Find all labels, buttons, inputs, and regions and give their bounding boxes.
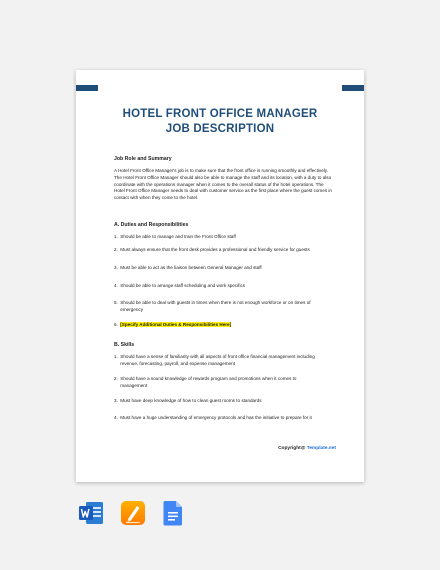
list-item xyxy=(114,265,332,272)
google-docs-icon[interactable] xyxy=(160,500,184,526)
word-icon[interactable] xyxy=(78,500,102,526)
list-number: 1. xyxy=(114,354,118,359)
list-text: Must always ensure that the front desk provides a professional and friendly service for guests xyxy=(120,247,310,252)
placeholder-highlight: [Specify Additional Duties & Responsibilities Here] xyxy=(120,322,232,327)
list-text: Must be able to act as the liaison between General Manager and staff xyxy=(120,265,262,270)
list-text: Should have a sound knowledge of rewards program and promotions when it comes to management xyxy=(120,376,297,388)
list-item xyxy=(114,247,332,254)
list-number: 5. xyxy=(114,300,118,305)
list-text: Should be able to manage and train the Front Office staff xyxy=(120,234,236,239)
list-text: Should be able to deal with guests in times when there is not enough workforce or on times of emergency xyxy=(120,300,311,312)
document-title-line1: HOTEL FRONT OFFICE MANAGER xyxy=(122,108,318,120)
list-number: 1. xyxy=(114,234,118,239)
skills-heading: B. Skills xyxy=(114,342,135,348)
list-text: Should have a sense of familiarity with all aspects of front office financial management including revenue, forecasting, payroll, and expense management xyxy=(120,354,315,366)
list-number: 3. xyxy=(114,265,118,270)
document-title-line2: JOB DESCRIPTION xyxy=(165,123,275,135)
list-item xyxy=(114,234,332,241)
pages-icon[interactable] xyxy=(120,500,144,526)
list-number: 2. xyxy=(114,376,118,381)
header-accent-bar-right xyxy=(342,85,364,91)
duties-list xyxy=(114,234,332,334)
list-text: Must have deep knowledge of how to clean guest rooms to standards xyxy=(120,398,262,403)
list-item xyxy=(114,415,332,422)
list-number: 6. xyxy=(114,322,118,327)
list-text: Should be able to arrange staff scheduling and work specifics xyxy=(120,283,246,288)
list-item xyxy=(114,376,332,390)
list-item xyxy=(114,398,332,405)
list-number: 2. xyxy=(114,247,118,252)
document-page xyxy=(76,70,364,482)
skills-list xyxy=(114,354,332,434)
list-number: 4. xyxy=(114,415,118,420)
copyright-line xyxy=(278,446,336,451)
list-item xyxy=(114,322,332,329)
list-item xyxy=(114,283,332,290)
role-heading: Job Role and Summary xyxy=(114,156,172,162)
list-text: Must have a huge understanding of emergency protocols and has the initiative to prepare for it xyxy=(120,415,312,420)
copyright-prefix: Copyright@ xyxy=(278,446,307,451)
summary-paragraph: A Hotel Front Office Manager's job is to make sure that the front office is running smoothly and effectively. The Hotel Front Office Manager should also be able to manage the staff and its location, with a duty to also coordinate with the operations manager when it comes to the overall status of the hotel operations. The Hotel Front Office Manager needs to deal with customer service as the first place where the guest comes in contact with when they come to the hotel. xyxy=(114,168,332,201)
list-item xyxy=(114,354,332,368)
duties-heading: A. Duties and Responsibilities xyxy=(114,222,189,228)
header-accent-bar-left xyxy=(76,85,98,91)
list-item xyxy=(114,300,332,314)
copyright-brand-link[interactable]: Template.net xyxy=(306,446,336,451)
list-number: 3. xyxy=(114,398,118,403)
list-number: 4. xyxy=(114,283,118,288)
